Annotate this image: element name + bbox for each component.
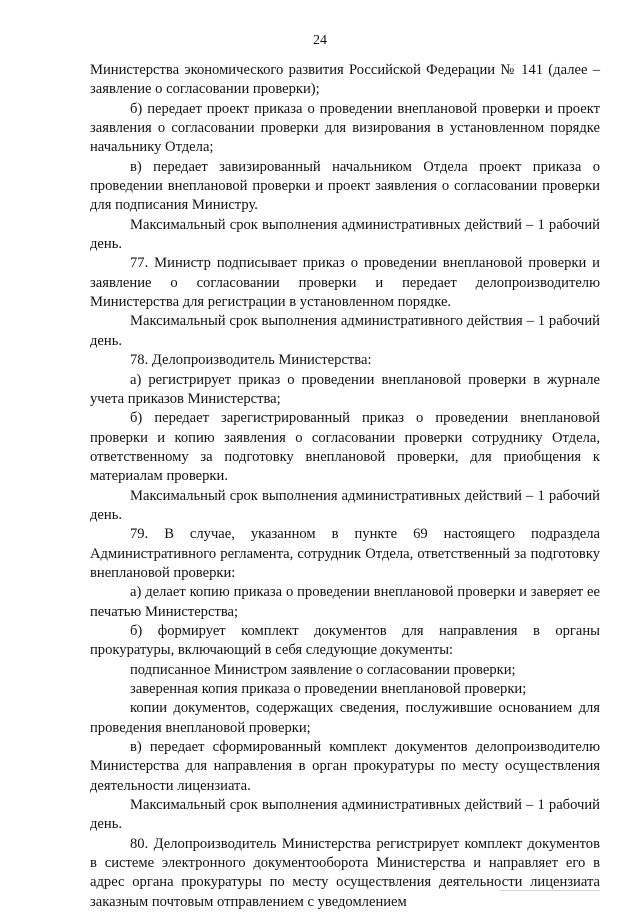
paragraph: б) передает проект приказа о проведении внеплановой проверки и проект заявления о согласовании проверки для визирования в установленном порядке начальнику Отдела; <box>90 100 600 156</box>
paragraph: б) передает зарегистрированный приказ о проведении внеплановой проверки и копию заявления о согласовании проверки сотруднику Отдела, ответственному за подготовку внеплановой проверки, для приобщения к материалам проверки. <box>90 410 600 485</box>
paragraph: в) передает сформированный комплект документов делопроизводителю Министерства для направления в орган прокуратуры по месту осуществления деятельности лицензиата. <box>90 739 600 794</box>
paragraph: 78. Делопроизводитель Министерства: <box>130 352 372 369</box>
paragraph: в) передает завизированный начальником Отдела проект приказа о проведении внеплановой проверки и проект заявления о согласовании проверки для подписания Министру. <box>90 158 600 214</box>
document-body <box>90 61 600 912</box>
paragraph: 77. Министр подписывает приказ о проведении внеплановой проверки и заявление о согласовании проверки и передает делопроизводителю Министерства для регистрации в установленном порядке. <box>90 255 600 311</box>
paragraph: Министерства экономического развития Российской Федерации № 141 (далее – заявление о согласовании проверки); <box>90 62 600 98</box>
paragraph: а) делает копию приказа о проведении внеплановой проверки и заверяет ее печатью Министерства; <box>90 584 600 620</box>
paragraph: Максимальный срок выполнения административных действий – 1 рабочий день. <box>90 216 600 253</box>
page-number: 24 <box>313 33 327 48</box>
scan-edge-line <box>500 890 600 891</box>
paragraph: Максимальный срок выполнения административных действий – 1 рабочий день. <box>90 487 600 523</box>
paragraph: заверенная копия приказа о проведении внеплановой проверки; <box>130 681 527 697</box>
paragraph: подписанное Министром заявление о согласовании проверки; <box>130 661 516 678</box>
paragraph: Максимальный срок выполнения административного действия – 1 рабочий день. <box>90 313 600 349</box>
paragraph: 80. Делопроизводитель Министерства регистрирует комплект документов в системе электронного документооборота Министерства и направляет его в адрес органа прокуратуры по месту осуществления деятельности лицензиата заказным почтовым отправлением с уведомлением <box>90 835 600 910</box>
paragraph: а) регистрирует приказ о проведении внеплановой проверки в журнале учета приказов Министерства; <box>90 371 600 407</box>
paragraph: б) формирует комплект документов для направления в органы прокуратуры, включающий в себя следующие документы: <box>90 622 600 659</box>
paragraph: Максимальный срок выполнения административных действий – 1 рабочий день. <box>90 797 600 833</box>
paragraph: копии документов, содержащих сведения, послужившие основанием для проведения внеплановой проверки; <box>90 700 600 736</box>
paragraph: 79. В случае, указанном в пункте 69 настоящего подраздела Административного регламента, сотрудник Отдела, ответственный за подготовку внеплановой проверки: <box>90 526 600 581</box>
